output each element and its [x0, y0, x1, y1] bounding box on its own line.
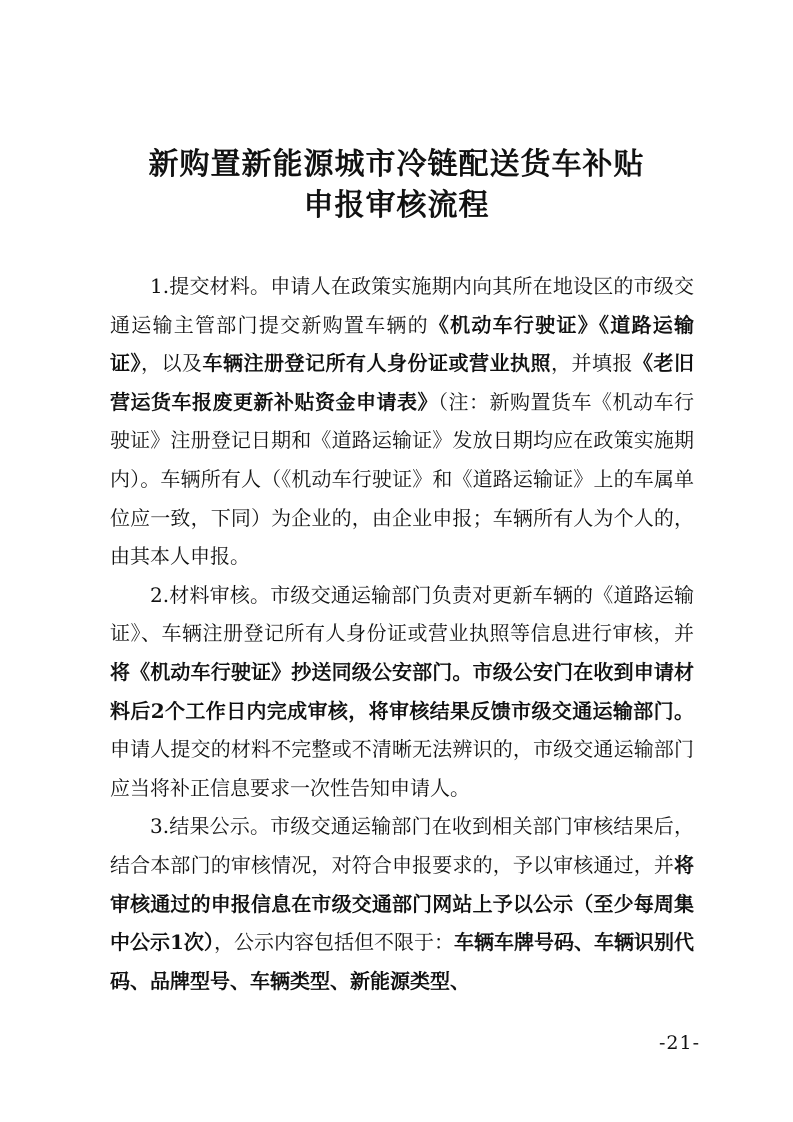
text-run-bold: 车辆注册登记所有人身份证或营业执照: [202, 351, 551, 376]
text-run: 1.提交材料。申请人在政策实施期内向其所在地设区的市级交通运输主管部门提交新购置车辆的: [110, 274, 694, 337]
text-run: 2.材料审核。市级交通运输部门负责对更新车辆的《道路运输证》、车辆注册登记所有人身份证或营业执照等信息进行审核，并: [110, 582, 694, 646]
text-run: 申请人提交的材料不完整或不清晰无法辨识的，市级交通运输部门应当将补正信息要求一次性告知申请人。: [110, 737, 694, 800]
document-title-line-2: 申报审核流程: [303, 188, 490, 223]
text-run: 3.结果公示。市级交通运输部门在收到相关部门审核结果后，结合本部门的审核情况，对符合申报要求的，予以审核通过，并: [110, 814, 694, 877]
document-body: [110, 267, 694, 1000]
text-run-bold: 车辆车牌号码、车辆识别代码、品牌型号、车辆类型、新能源类型、: [110, 930, 695, 993]
paragraph-result-publicity: [110, 807, 694, 1000]
paragraph-material-review: [110, 576, 694, 808]
text-run: ，公示内容包括但不限于：: [213, 930, 454, 955]
text-run: ，并填报: [551, 351, 633, 376]
text-run-bold: 将审核通过的申报信息在市级交通部门网站上予以公示（至少每周集中公示1次）: [110, 852, 694, 955]
document-title-line-1: 新购置新能源城市冷链配送货车补贴: [148, 147, 645, 182]
text-run-bold: 《机动车行驶证》《道路运输证》: [110, 312, 695, 376]
text-run-bold: 《老旧营运货车报废更新补贴资金申请表》: [110, 351, 694, 414]
text-run: ，以及: [141, 351, 203, 376]
page-number: -21-: [658, 1032, 700, 1054]
text-run: （注：新购置货车《机动车行驶证》注册登记日期和《道路运输证》发放日期均应在政策实施期内）。车辆所有人（《机动车行驶证》和《道路运输证》上的车属单位应一致，下同）为企业的，由企业申报；车辆所有人为个人的，由其本人申报。: [110, 389, 694, 569]
text-run-bold: 将《机动车行驶证》抄送同级公安部门。市级公安门在收到申请材料后2个工作日内完成审核，将审核结果反馈市级交通运输部门。: [110, 659, 694, 723]
paragraph-submit-materials: [110, 267, 694, 576]
